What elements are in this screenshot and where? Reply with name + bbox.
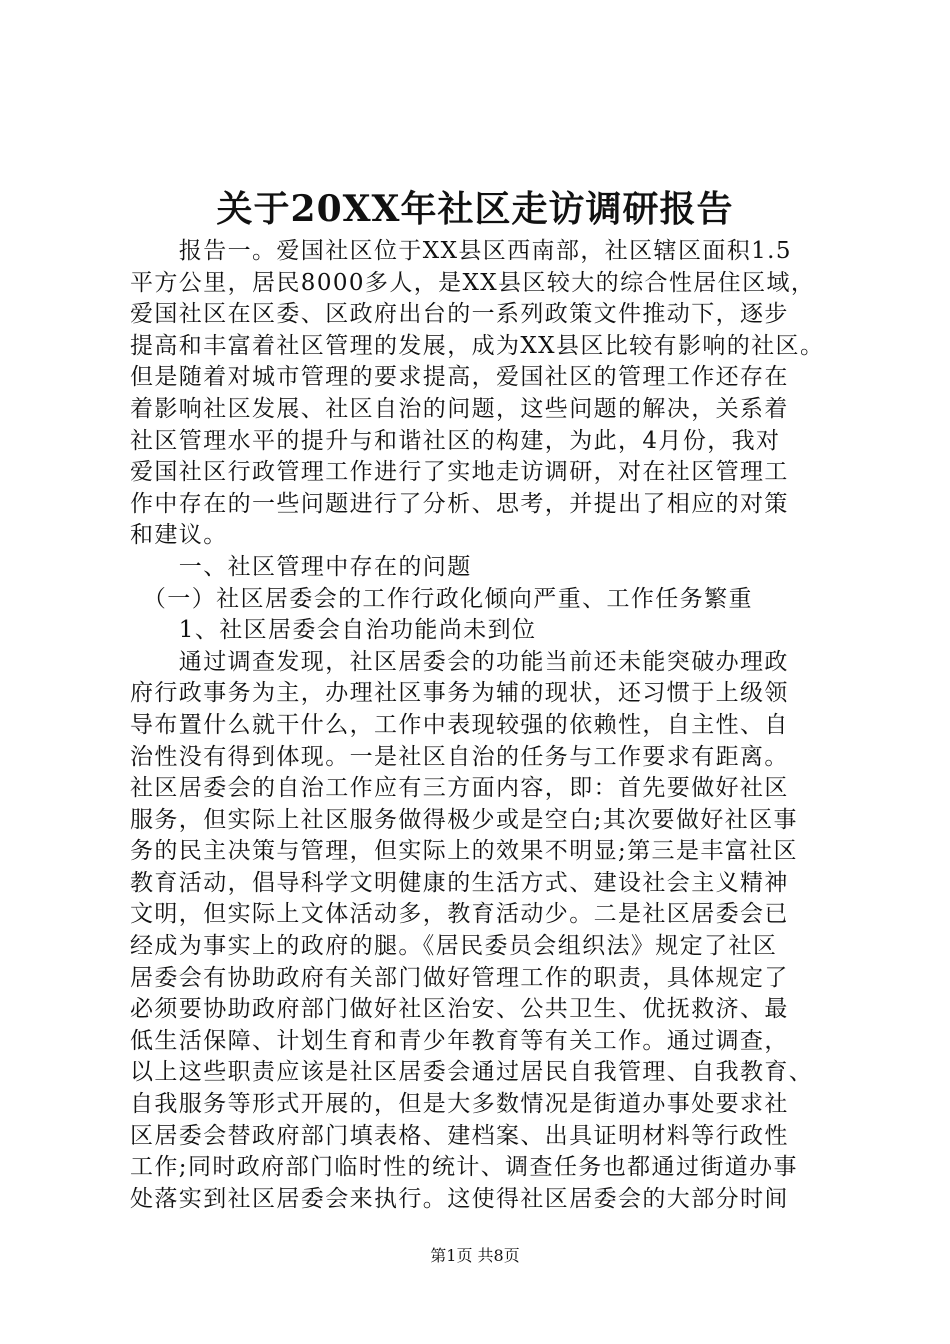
body-line: 工作;同时政府部门临时性的统计、调查任务也都通过街道办事 [130,1154,798,1181]
body-line: 着影响社区发展、社区自治的问题，这些问题的解决，关系着 [130,395,789,422]
section-heading: 一、社区管理中存在的问题 [130,553,472,580]
body-line: 但是随着对城市管理的要求提高，爱国社区的管理工作还存在 [130,364,789,391]
body-line: 务的民主决策与管理，但实际上的效果不明显;第三是丰富社区 [130,838,798,865]
body-line: 低生活保障、计划生育和青少年教育等有关工作。通过调查， [130,1027,789,1054]
document-title: 关于20XX年社区走访调研报告 [216,188,734,230]
body-line: 爱国社区行政管理工作进行了实地走访调研，对在社区管理工 [130,459,789,486]
body-line: 爱国社区在区委、区政府出台的一系列政策文件推动下，逐步 [130,301,789,328]
body-line: 提高和丰富着社区管理的发展，成为XX县区比较有影响的社区。 [130,332,825,359]
body-line: 文明，但实际上文体活动多，教育活动少。二是社区居委会已 [130,901,789,928]
body-line: 作中存在的一些问题进行了分析、思考，并提出了相应的对策 [130,490,789,517]
body-line: 通过调查发现，社区居委会的功能当前还未能突破办理政 [130,648,789,675]
body-line: 社区管理水平的提升与和谐社区的构建，为此，4月份，我对 [130,427,781,454]
body-line: 经成为事实上的政府的腿。《居民委员会组织法》规定了社区 [130,933,778,960]
body-line: 以上这些职责应该是社区居委会通过居民自我管理、自我教育、 [130,1059,814,1086]
body-line: 居委会有协助政府有关部门做好管理工作的职责，具体规定了 [130,964,789,991]
body-line: 自我服务等形式开展的，但是大多数情况是街道办事处要求社 [130,1091,789,1118]
body-line: 治性没有得到体现。一是社区自治的任务与工作要求有距离。 [130,743,789,770]
page-number-footer: 第1页 共8页 [430,1246,520,1265]
subsection-heading: （一）社区居委会的工作行政化倾向严重、工作任务繁重 [130,585,753,612]
body-line: 平方公里，居民8000多人，是XX县区较大的综合性居住区域， [130,269,816,296]
body-line: 必须要协助政府部门做好社区治安、公共卫生、优抚救济、最 [130,996,789,1023]
body-line: 导布置什么就干什么，工作中表现较强的依赖性，自主性、自 [130,711,789,738]
body-line: 教育活动，倡导科学文明健康的生活方式、建设社会主义精神 [130,869,789,896]
body-line: 社区居委会的自治工作应有三方面内容，即：首先要做好社区 [130,775,789,802]
item-heading: 1、社区居委会自治功能尚未到位 [130,617,537,644]
body-line: 区居委会替政府部门填表格、建档案、出具证明材料等行政性 [130,1122,789,1149]
body-line: 服务，但实际上社区服务做得极少或是空白;其次要做好社区事 [130,806,798,833]
body-line: 处落实到社区居委会来执行。这使得社区居委会的大部分时间 [130,1185,789,1212]
body-line: 报告一。爱国社区位于XX县区西南部，社区辖区面积1.5 [130,238,792,264]
body-line: 和建议。 [130,522,228,549]
body-line: 府行政事务为主，办理社区事务为辅的现状，还习惯于上级领 [130,680,789,707]
document-body [130,236,850,1215]
